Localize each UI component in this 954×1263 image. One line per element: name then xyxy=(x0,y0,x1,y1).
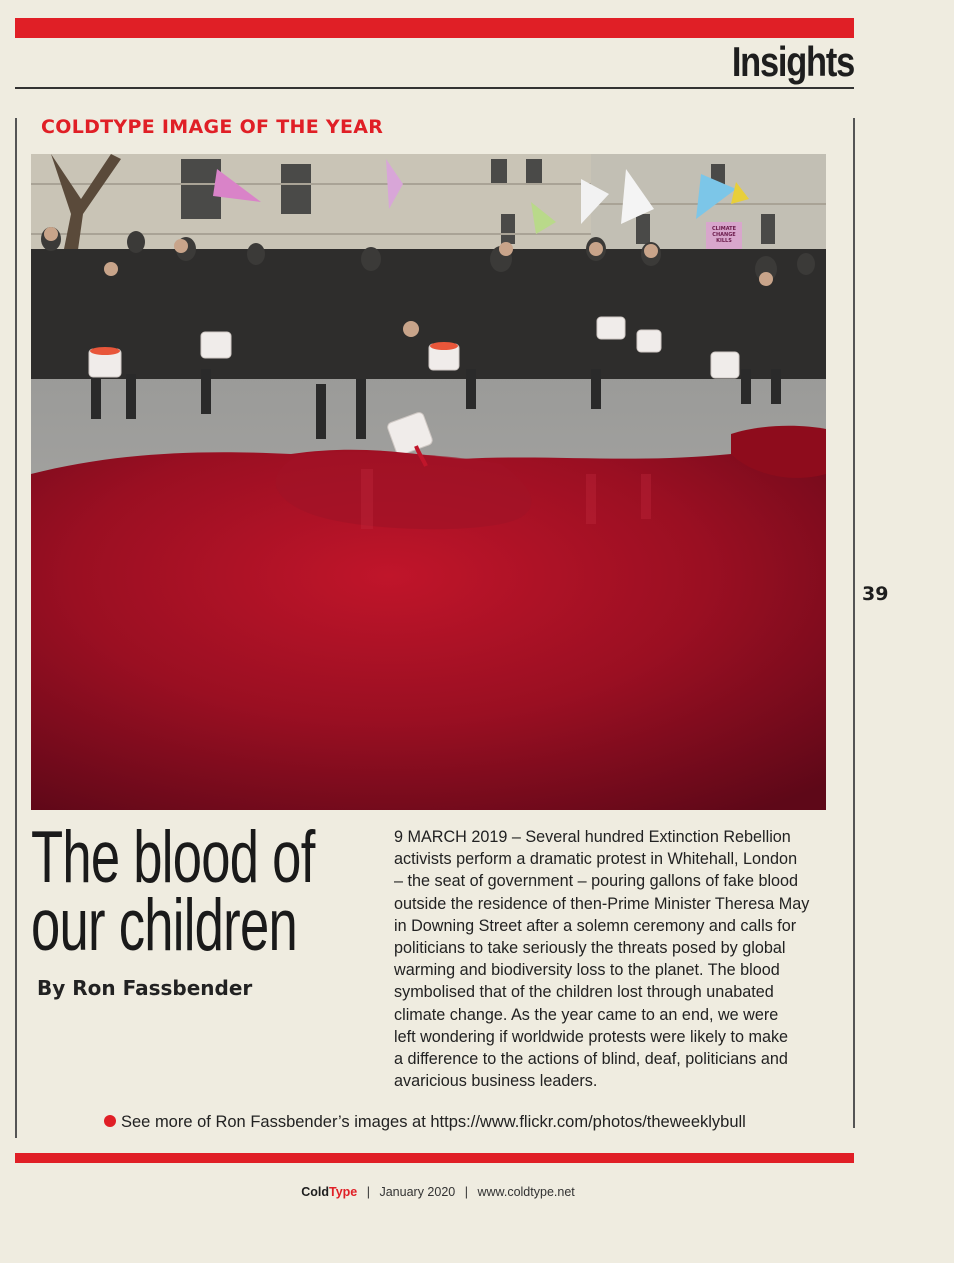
footer-separator: | xyxy=(366,1185,370,1199)
protest-photo xyxy=(31,154,826,810)
right-column-rule xyxy=(853,118,855,1128)
caption-line: climate change. As the year came to an end, we were xyxy=(394,1005,779,1024)
more-images-link[interactable]: See more of Ron Fassbender’s images at https://www.flickr.com/photos/theweeklybull xyxy=(121,1113,746,1131)
footer-brand-cold: Cold xyxy=(301,1185,330,1199)
footer xyxy=(0,1185,876,1199)
footer-brand-type: Type xyxy=(329,1185,358,1199)
caption-line: left wondering if worldwide protests were likely to make xyxy=(394,1027,789,1046)
caption-line: in Downing Street after a solemn ceremony and calls for xyxy=(394,916,797,935)
bottom-red-bar xyxy=(15,1153,854,1163)
caption-line: – the seat of government – pouring gallons of fake blood xyxy=(394,872,799,891)
headline xyxy=(31,817,315,966)
caption-line: politicians to take seriously the threats posed by global xyxy=(394,939,786,958)
section-title: Insights xyxy=(731,38,854,85)
caption-line: symbolised that of the children lost through unabated xyxy=(394,983,774,1002)
page-number: 39 xyxy=(862,583,889,605)
caption-line: outside the residence of then-Prime Minister Theresa May xyxy=(394,894,810,913)
footer-site[interactable]: www.coldtype.net xyxy=(477,1185,575,1199)
more-images-note xyxy=(104,1113,746,1132)
sign-text-line: CHANGE xyxy=(712,232,736,238)
sign-text-line: KILLS xyxy=(716,238,732,244)
caption-line: activists perform a dramatic protest in Whitehall, London xyxy=(394,850,798,869)
left-column-rule xyxy=(15,118,17,1138)
footer-issue: January 2020 xyxy=(379,1185,456,1199)
kicker: COLDTYPE IMAGE OF THE YEAR xyxy=(41,116,384,138)
header-rule xyxy=(15,87,854,89)
top-red-bar xyxy=(15,18,854,38)
caption-line: 9 MARCH 2019 – Several hundred Extinction Rebellion xyxy=(394,828,791,846)
footer-separator: | xyxy=(464,1185,468,1199)
bullet-icon xyxy=(104,1115,116,1127)
caption-line: avaricious business leaders. xyxy=(394,1072,598,1091)
caption-line: a difference to the actions of blind, deaf, politicians and xyxy=(394,1050,788,1069)
caption-line: warming and biodiversity loss to the planet. The blood xyxy=(394,961,780,980)
byline: By Ron Fassbender xyxy=(37,976,253,1000)
photo-caption xyxy=(394,826,834,1092)
headline-line: The blood of xyxy=(31,817,315,898)
sign-text-line: CLIMATE xyxy=(712,226,736,232)
headline-line: our children xyxy=(31,885,297,966)
